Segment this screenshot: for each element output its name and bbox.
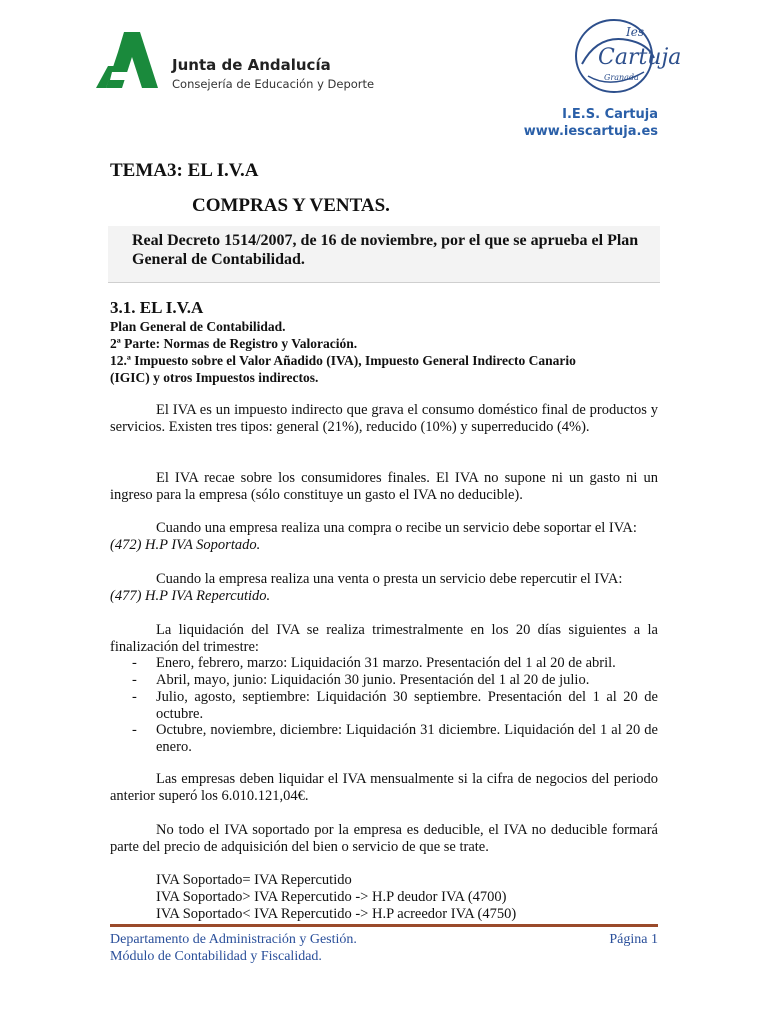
- paragraph-monthly-settlement: Las empresas deben liquidar el IVA mensualmente si la cifra de negocios del periodo anterior superó los 6.010.121,04€.: [110, 771, 658, 804]
- list-item-q4: Octubre, noviembre, diciembre: Liquidación 31 diciembre. Liquidación del 1 al 20 de enero.: [156, 722, 658, 755]
- ies-cartuja-logo: [568, 14, 682, 96]
- paragraph-iva-settlement: La liquidación del IVA se realiza trimestralmente en los 20 días siguientes a la finalización del trimestre:: [110, 622, 658, 655]
- part-line: 2ª Parte: Normas de Registro y Valoración.: [110, 336, 358, 351]
- document-title: TEMA3: EL I.V.A: [110, 160, 259, 181]
- school-name: I.E.S. Cartuja: [562, 107, 658, 122]
- section-heading: 3.1. EL I.V.A: [110, 298, 204, 317]
- footer-module: Módulo de Contabilidad y Fiscalidad.: [110, 949, 322, 964]
- paragraph-iva-purchase: Cuando una empresa realiza una compra o recibe un servicio debe soportar el IVA:: [156, 520, 637, 536]
- plan-line: Plan General de Contabilidad.: [110, 319, 286, 334]
- svg-text:Granada: Granada: [604, 73, 639, 82]
- list-marker: -: [132, 722, 137, 738]
- footer-divider: [110, 924, 658, 927]
- footer-page-number: Página 1: [609, 932, 658, 947]
- svg-text:Cartuja: Cartuja: [598, 45, 682, 70]
- list-item-q2: Abril, mayo, junio: Liquidación 30 junio. Presentación del 1 al 20 de julio.: [156, 672, 590, 688]
- norm-line-cont: (IGIC) y otros Impuestos indirectos.: [110, 370, 319, 385]
- norm-line: 12.ª Impuesto sobre el Valor Añadido (IVA), Impuesto General Indirecto Canario: [110, 353, 576, 368]
- junta-andalucia-logo: [88, 30, 160, 90]
- list-marker: -: [132, 655, 137, 671]
- document-subtitle: COMPRAS Y VENTAS.: [192, 195, 390, 216]
- org-name: Junta de Andalucía: [172, 56, 331, 74]
- list-marker: -: [132, 672, 137, 688]
- org-subtitle: Consejería de Educación y Deporte: [172, 77, 375, 91]
- paragraph-non-deductible: No todo el IVA soportado por la empresa es deducible, el IVA no deducible formará parte del precio de adquisición del bien o servicio de que se trate.: [110, 822, 658, 855]
- account-iva-repercutido: (477) H.P IVA Repercutido.: [110, 588, 271, 604]
- school-website-link[interactable]: www.iescartuja.es: [523, 124, 658, 139]
- formula-equal: IVA Soportado= IVA Repercutido: [156, 872, 352, 888]
- paragraph-iva-consumers: El IVA recae sobre los consumidores finales. El IVA no supone ni un gasto ni un ingreso para la empresa (sólo constituye un gasto el IVA no deducible).: [110, 470, 658, 503]
- account-iva-soportado: (472) H.P IVA Soportado.: [110, 537, 261, 553]
- svg-text:Ies: Ies: [626, 25, 644, 39]
- paragraph-iva-sale: Cuando la empresa realiza una venta o presta un servicio debe repercutir el IVA:: [156, 571, 623, 587]
- footer-department: Departamento de Administración y Gestión.: [110, 932, 357, 947]
- list-item-q1: Enero, febrero, marzo: Liquidación 31 marzo. Presentación del 1 al 20 de abril.: [156, 655, 616, 671]
- paragraph-iva-definition: El IVA es un impuesto indirecto que grava el consumo doméstico final de productos y servicios. Existen tres tipos: general (21%), reducido (10%) y superreducido (4%).: [110, 402, 658, 435]
- decree-text: Real Decreto 1514/2007, de 16 de noviembre, por el que se aprueba el Plan General de Contabilidad.: [132, 232, 639, 268]
- list-item-q3: Julio, agosto, septiembre: Liquidación 30 septiembre. Presentación del 1 al 20 de octubre.: [156, 689, 658, 722]
- formula-less: IVA Soportado< IVA Repercutido -> H.P acreedor IVA (4750): [156, 906, 517, 922]
- list-marker: -: [132, 689, 137, 705]
- formula-greater: IVA Soportado> IVA Repercutido -> H.P deudor IVA (4700): [156, 889, 507, 905]
